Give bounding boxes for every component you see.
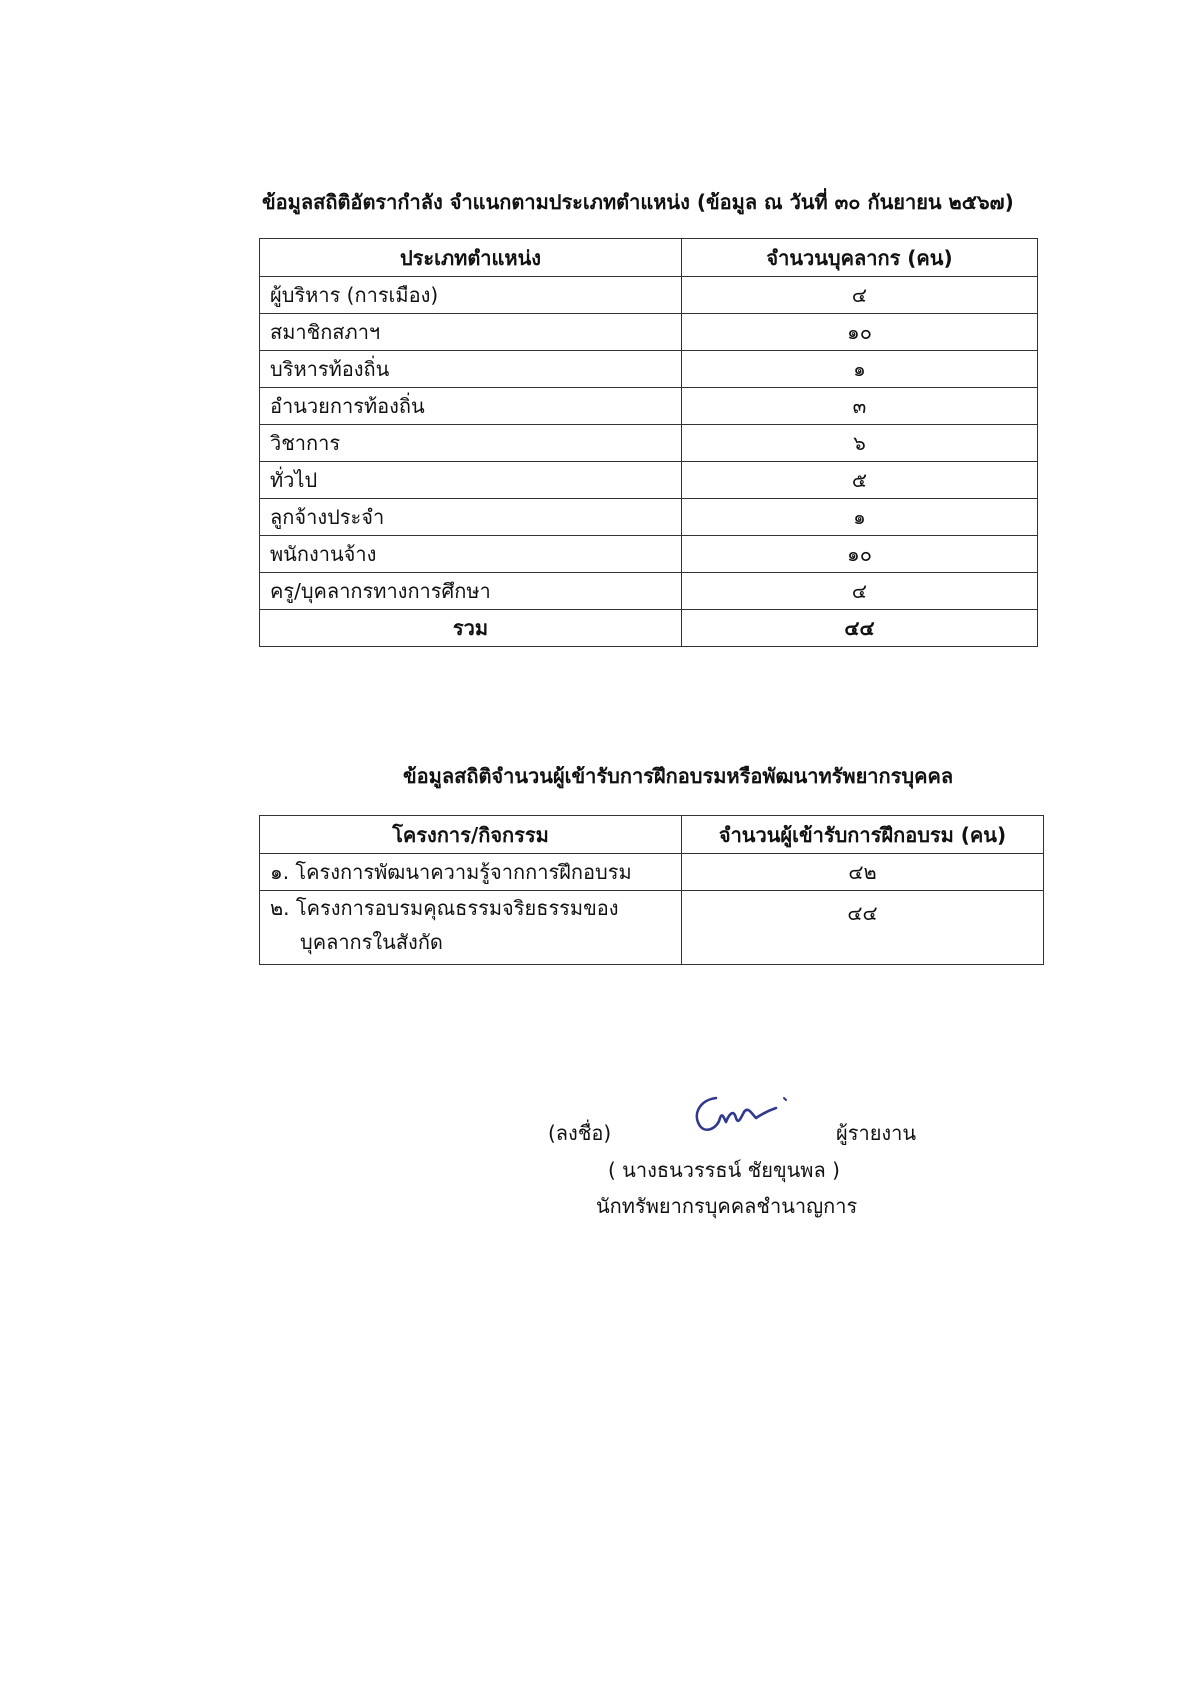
header-project: โครงการ/กิจกรรม (260, 816, 682, 854)
staff-table-title: ข้อมูลสถิติอัตรากำลัง จำแนกตามประเภทตำแหน่ง (ข้อมูล ณ วันที่ ๓๐ กันยายน ๒๕๖๗) (262, 190, 1014, 214)
signature-dot (784, 1098, 786, 1100)
position-type: พนักงานจ้าง (260, 536, 682, 573)
staff-count: ๑๐ (682, 314, 1038, 351)
project-name-line: บุคลากรในสังกัด (300, 930, 443, 954)
staff-count: ๑๐ (682, 536, 1038, 573)
staff-count: ๑ (682, 499, 1038, 536)
table-row (260, 573, 1038, 610)
table-row (260, 351, 1038, 388)
position-type: อำนวยการท้องถิ่น (260, 388, 682, 425)
handwritten-signature (686, 1092, 792, 1138)
position-type: ครู/บุคลากรทางการศึกษา (260, 573, 682, 610)
table-row (260, 314, 1038, 351)
trainee-count: ๔๔ (682, 891, 1044, 965)
position-type: ทั่วไป (260, 462, 682, 499)
position-type: ลูกจ้างประจำ (260, 499, 682, 536)
table-row (260, 388, 1038, 425)
header-position-type: ประเภทตำแหน่ง (260, 239, 682, 277)
total-row (260, 610, 1038, 647)
staff-count: ๑ (682, 351, 1038, 388)
table-row (260, 854, 1044, 891)
staff-count: ๓ (682, 388, 1038, 425)
table-header-row (260, 239, 1038, 277)
sign-label: (ลงชื่อ) (548, 1121, 612, 1145)
table-row (260, 462, 1038, 499)
training-table (259, 815, 1044, 965)
table-row (260, 499, 1038, 536)
signer-name: ( นางธนวรรธน์ ชัยขุนพล ) (608, 1158, 840, 1182)
table-row (260, 425, 1038, 462)
table-row (260, 536, 1038, 573)
signer-position: นักทรัพยากรบุคคลชำนาญการ (596, 1194, 858, 1218)
staff-count: ๕ (682, 462, 1038, 499)
position-type: วิชาการ (260, 425, 682, 462)
position-type: ผู้บริหาร (การเมือง) (260, 277, 682, 314)
position-type: บริหารท้องถิ่น (260, 351, 682, 388)
signature-stroke (697, 1098, 776, 1130)
total-count: ๔๔ (682, 610, 1038, 647)
table-header-row (260, 816, 1044, 854)
header-trainee-count: จำนวนผู้เข้ารับการฝึกอบรม (คน) (682, 816, 1044, 854)
trainee-count: ๔๒ (682, 854, 1044, 891)
staff-count: ๔ (682, 573, 1038, 610)
table-row (260, 891, 1044, 965)
table-row (260, 277, 1038, 314)
project-name-line: ๒. โครงการอบรมคุณธรรมจริยธรรมของ (270, 896, 619, 920)
training-table-title: ข้อมูลสถิติจำนวนผู้เข้ารับการฝึกอบรมหรือพัฒนาทรัพยากรบุคคล (403, 764, 954, 788)
project-name: ๑. โครงการพัฒนาความรู้จากการฝึกอบรม (260, 854, 682, 891)
total-label: รวม (260, 610, 682, 647)
staff-count: ๖ (682, 425, 1038, 462)
project-name (260, 891, 682, 965)
staff-table (259, 238, 1038, 647)
staff-count: ๔ (682, 277, 1038, 314)
position-type: สมาชิกสภาฯ (260, 314, 682, 351)
reporter-label: ผู้รายงาน (836, 1121, 917, 1145)
header-staff-count: จำนวนบุคลากร (คน) (682, 239, 1038, 277)
